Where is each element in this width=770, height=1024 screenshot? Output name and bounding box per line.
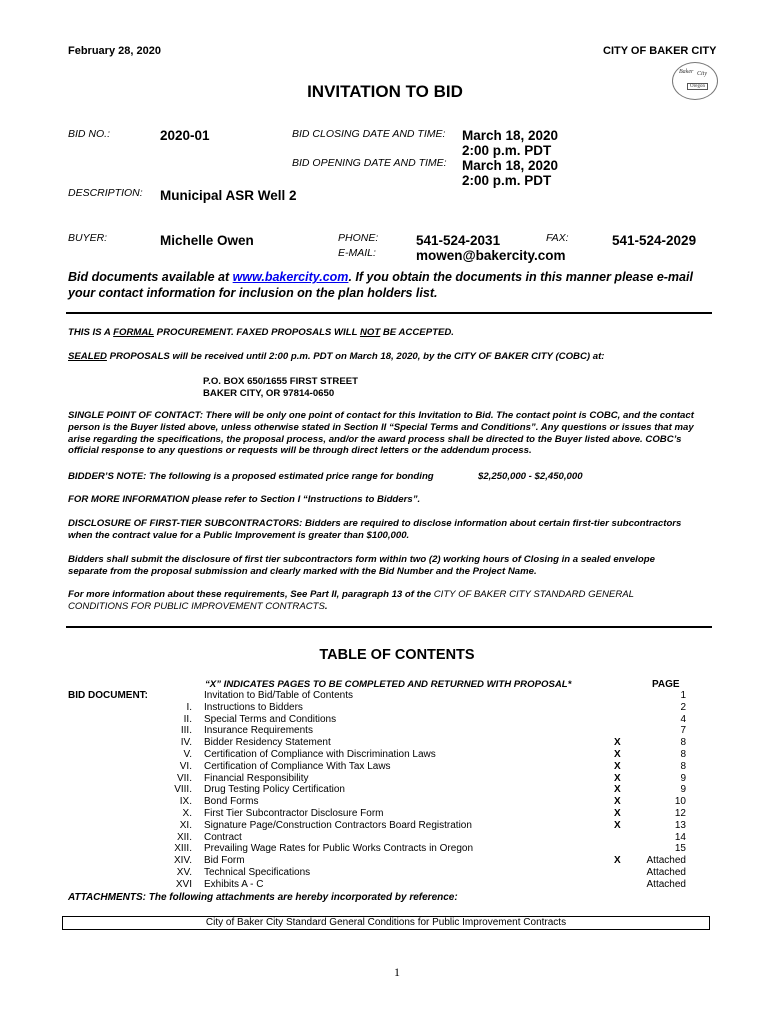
sealed-text: PROPOSALS will be received until 2:00 p.m. PDT on March 18, 2020, by the CITY OF BAKER CITY (COBC) at: [106,351,605,362]
header-city: CITY OF BAKER CITY [603,45,717,57]
formal-notice [68,327,718,339]
toc-row-title: Prevailing Wage Rates for Public Works Contracts in Oregon [204,843,473,855]
toc-row-title: Certification of Compliance with Discrimination Laws [204,749,436,760]
toc-row-page: Attached [646,867,686,878]
toc-row-number: IV. [180,737,192,749]
toc-row-page: 15 [674,843,686,855]
email-label: E-MAIL: [338,247,376,259]
toc-row-title: First Tier Subcontractor Disclosure Form [204,808,384,819]
formal-text-2: PROCUREMENT. FAXED PROPOSALS WILL [154,327,360,338]
toc-row-page: 9 [680,784,686,796]
toc-row-page: 9 [680,772,686,784]
description-value: Municipal ASR Well 2 [160,188,297,203]
toc-row-title: Certification of Compliance With Tax Laws [204,760,391,772]
address-line-1: P.O. BOX 650/1655 FIRST STREET [203,376,358,387]
single-point-line: person is the Buyer listed above, unless otherwise stated in Section II “Special Terms and Conditions”. Any questions or issues that may [68,421,694,433]
toc-row-page: 8 [680,749,686,760]
formal-underline-2: NOT [359,327,381,338]
closing-label: BID CLOSING DATE AND TIME: [292,128,446,140]
email-value: mowen@bakercity.com [416,248,566,263]
fax-label: FAX: [546,232,569,244]
toc-row-page: 8 [680,760,686,772]
submit-disclosure-notice [68,554,718,578]
toc-row [0,773,770,785]
sealed-notice [68,351,718,363]
submit-line: separate from the proposal submission and clearly marked with the Bid Number and the Project Name. [68,565,537,577]
more-info: FOR MORE INFORMATION please refer to Section I “Instructions to Bidders”. [68,494,421,505]
toc-row [0,702,770,714]
toc-row-page: 12 [674,808,686,819]
bid-docs-prefix: Bid documents available at [68,270,233,284]
toc-row-page: Attached [646,878,686,890]
opening-label: BID OPENING DATE AND TIME: [292,157,447,169]
disclosure-line: DISCLOSURE OF FIRST-TIER SUBCONTRACTORS: Bidders are required to disclose information about certain first-tier subcontractors [68,518,682,529]
toc-row-number: XIII. [174,843,192,855]
toc-row-number: IX. [179,796,192,808]
toc-row-x-mark: X [614,784,621,796]
toc-row-title: Bond Forms [204,796,259,808]
toc-row-title: Special Terms and Conditions [204,713,337,725]
phone-label: PHONE: [338,232,379,244]
toc-row [0,820,770,832]
toc-x-note: “X” INDICATES PAGES TO BE COMPLETED AND RETURNED WITH PROPOSAL* [205,679,572,690]
toc-row [0,796,770,808]
toc-row-title: Technical Specifications [204,867,311,878]
toc-row-number: VI. [179,760,192,772]
closing-time: 2:00 p.m. PDT [462,143,552,158]
toc-row [0,855,770,867]
page-number: 1 [394,965,400,979]
bidders-note-text: BIDDER’S NOTE: The following is a proposed estimated price range for bonding [68,471,434,482]
toc-row-title: Financial Responsibility [204,772,309,784]
toc-row [0,879,770,891]
toc-row-number: I. [186,701,192,713]
toc-row-title: Invitation to Bid/Table of Contents [204,690,353,701]
disclosure-line: when the contract value for a Public Improvement is greater than $100,000. [68,529,410,541]
bid-document-label: BID DOCUMENT: [68,690,148,701]
phone-value: 541-524-2031 [416,233,501,248]
toc-row-title: Bidder Residency Statement [204,737,331,749]
toc-row-title: Insurance Requirements [204,725,313,737]
toc-row-title: Instructions to Bidders [204,701,303,713]
toc-row-x-mark: X [614,772,621,784]
toc-row-number: VIII. [174,784,192,796]
toc-row-page: 8 [680,737,686,749]
toc-row [0,832,770,844]
toc-row-page: 14 [674,831,686,843]
seal-text-1: Baker [679,69,694,75]
toc-row-page: 10 [674,796,686,808]
toc-row-title: Signature Page/Construction Contractors Board Registration [204,819,472,831]
bid-no-value: 2020-01 [160,128,210,143]
seal-text-3: Oregon [687,83,708,90]
toc-row [0,867,770,879]
toc-row-number: X. [182,808,192,819]
opening-time: 2:00 p.m. PDT [462,173,552,188]
toc-row-title: Exhibits A - C [204,878,264,890]
bid-docs-suffix: . If you obtain the documents in this manner please e-mail [348,270,693,284]
disclosure-notice [68,518,718,542]
toc-title: TABLE OF CONTENTS [319,647,475,663]
toc-row-number: V. [183,749,192,760]
toc-page-header: PAGE [652,679,680,690]
toc-row-x-mark: X [614,737,621,749]
fax-value: 541-524-2029 [612,233,697,248]
bid-no-label: BID NO.: [68,128,111,140]
buyer-value: Michelle Owen [160,233,254,248]
requirements-plain-2: CONDITIONS FOR PUBLIC IMPROVEMENT CONTRACTS [68,600,325,612]
opening-date: March 18, 2020 [462,158,559,173]
mailing-address [203,376,358,400]
bakercity-link[interactable]: www.bakercity.com [232,270,349,284]
toc-row-title: Drug Testing Policy Certification [204,784,345,796]
requirements-end: . [324,600,328,612]
toc-row [0,737,770,749]
toc-row [0,725,770,737]
toc-row [0,761,770,773]
single-point-line: SINGLE POINT OF CONTACT: There will be only one point of contact for this Invitation to Bid. The contact point is COBC, and the contact [68,410,694,421]
toc-row [0,749,770,761]
seal-text-2: City [697,71,707,77]
toc-row-title: Contract [204,831,242,843]
toc-row-page: 1 [680,690,686,701]
bid-docs-line2: your contact information for inclusion on the plan holders list. [68,286,438,300]
page-title: INVITATION TO BID [307,82,463,101]
requirements-note [68,589,718,613]
description-label: DESCRIPTION: [68,187,143,199]
submit-line: Bidders shall submit the disclosure of first tier subcontractors form within two (2) working hours of Closing in a sealed envelope [68,554,655,565]
bidders-note [68,471,718,483]
toc-row-x-mark: X [614,796,621,808]
attachments-label: ATTACHMENTS: The following attachments are hereby incorporated by reference: [68,892,458,903]
toc-row-number: II. [183,713,192,725]
toc-row [0,808,770,820]
toc-row [0,690,770,702]
toc-row-number: III. [180,725,192,737]
toc-row-page: 4 [680,713,686,725]
header-date: February 28, 2020 [68,45,161,57]
toc-row-x-mark: X [614,855,621,867]
formal-text-3: BE ACCEPTED. [380,327,454,338]
toc-row-x-mark: X [614,760,621,772]
toc-row-page: 13 [674,819,686,831]
bid-docs-note [68,269,728,301]
formal-underline-1: FORMAL [113,327,154,338]
toc-row-x-mark: X [614,749,621,760]
toc-row [0,784,770,796]
toc-row-page: 7 [680,725,686,737]
bonding-range: $2,250,000 - $2,450,000 [478,471,583,482]
divider-top [66,312,712,314]
single-point-line: official response to any questions or requests will be through direct letters or the addendum process. [68,445,532,457]
toc-row-x-mark: X [614,808,621,819]
toc-row-title: Bid Form [204,855,245,867]
toc-row-number: VII. [176,772,192,784]
toc-row [0,714,770,726]
requirements-plain-1: CITY OF BAKER CITY STANDARD GENERAL [433,589,634,600]
requirements-bold: For more information about these requirements, See Part II, paragraph 13 of the [68,589,434,600]
formal-text-1: THIS IS A [68,327,114,338]
toc-row-number: XI. [179,819,192,831]
toc-row-number: XVI [175,878,192,890]
sealed-underline: SEALED [68,351,107,362]
buyer-label: BUYER: [68,232,108,244]
closing-date: March 18, 2020 [462,128,559,143]
toc-row-x-mark: X [614,819,621,831]
single-point-line: arise regarding the specifications, the proposal process, and/or the award process shall be directed to the Buyer listed above. COBC’s [68,433,682,445]
toc-row-number: XIV. [174,855,192,867]
address-line-2: BAKER CITY, OR 97814-0650 [203,387,335,399]
attachment-item: City of Baker City Standard General Conditions for Public Improvement Contracts [62,916,710,930]
toc-row-page: Attached [646,855,686,867]
single-point-contact [68,410,718,457]
toc-row-number: XII. [176,831,192,843]
toc-row [0,843,770,855]
divider-bottom [66,626,712,628]
toc-row-page: 2 [680,701,686,713]
toc-row-number: XV. [176,867,192,878]
